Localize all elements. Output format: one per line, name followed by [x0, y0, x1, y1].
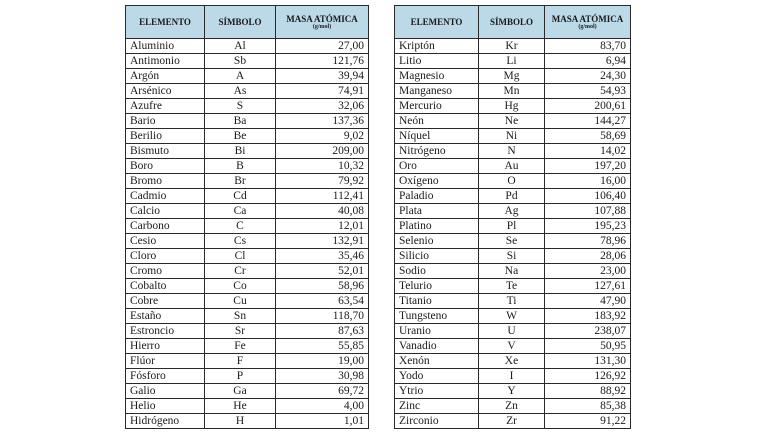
atomic-mass-cell: 238,07	[545, 324, 631, 339]
element-name-cell: Mercurio	[395, 99, 479, 114]
atomic-mass-cell: 47,90	[545, 294, 631, 309]
element-symbol-cell: Mn	[479, 84, 545, 99]
element-symbol-cell: O	[479, 174, 545, 189]
element-name-cell: Silicio	[395, 249, 479, 264]
element-name-cell: Azufre	[126, 99, 205, 114]
atomic-mass-cell: 16,00	[545, 174, 631, 189]
header-element: ELEMENTO	[395, 6, 479, 39]
element-symbol-cell: Be	[205, 129, 276, 144]
atomic-mass-cell: 24,30	[545, 69, 631, 84]
element-symbol-cell: Co	[205, 279, 276, 294]
atomic-mass-cell: 19,00	[276, 354, 369, 369]
table-row	[395, 234, 631, 249]
table-row	[126, 324, 369, 339]
element-symbol-cell: Ga	[205, 384, 276, 399]
element-symbol-cell: Cr	[205, 264, 276, 279]
element-symbol-cell: Br	[205, 174, 276, 189]
table-row	[395, 39, 631, 54]
atomic-mass-cell: 55,85	[276, 339, 369, 354]
element-name-cell: Sodio	[395, 264, 479, 279]
element-name-cell: Telurio	[395, 279, 479, 294]
atomic-mass-cell: 69,72	[276, 384, 369, 399]
atomic-mass-cell: 79,92	[276, 174, 369, 189]
table-row	[126, 234, 369, 249]
atomic-mass-cell: 127,61	[545, 279, 631, 294]
atomic-mass-cell: 107,88	[545, 204, 631, 219]
table-row	[395, 249, 631, 264]
table-row	[395, 384, 631, 399]
elements-table-left	[125, 5, 369, 429]
element-symbol-cell: Sn	[205, 309, 276, 324]
table-row	[126, 384, 369, 399]
table-row	[395, 144, 631, 159]
element-symbol-cell: Pd	[479, 189, 545, 204]
element-symbol-cell: A	[205, 69, 276, 84]
atomic-mass-cell: 58,96	[276, 279, 369, 294]
element-symbol-cell: Ca	[205, 204, 276, 219]
table-row	[395, 339, 631, 354]
atomic-mass-cell: 39,94	[276, 69, 369, 84]
table-row	[126, 264, 369, 279]
element-name-cell: Magnesio	[395, 69, 479, 84]
element-symbol-cell: Pl	[479, 219, 545, 234]
atomic-mass-cell: 1,01	[276, 414, 369, 429]
element-symbol-cell: Cu	[205, 294, 276, 309]
table-row	[395, 174, 631, 189]
table-row	[395, 294, 631, 309]
element-name-cell: Litio	[395, 54, 479, 69]
element-name-cell: Neón	[395, 114, 479, 129]
element-symbol-cell: Hg	[479, 99, 545, 114]
atomic-mass-cell: 35,46	[276, 249, 369, 264]
element-symbol-cell: Mg	[479, 69, 545, 84]
element-symbol-cell: Fe	[205, 339, 276, 354]
atomic-mass-cell: 121,76	[276, 54, 369, 69]
table-row	[395, 219, 631, 234]
element-symbol-cell: S	[205, 99, 276, 114]
atomic-mass-cell: 12,01	[276, 219, 369, 234]
element-name-cell: Níquel	[395, 129, 479, 144]
element-name-cell: Cobalto	[126, 279, 205, 294]
table-row	[395, 189, 631, 204]
element-symbol-cell: Li	[479, 54, 545, 69]
atomic-mass-cell: 200,61	[545, 99, 631, 114]
element-name-cell: Antimonio	[126, 54, 205, 69]
table-row	[126, 249, 369, 264]
element-symbol-cell: Kr	[479, 39, 545, 54]
element-symbol-cell: P	[205, 369, 276, 384]
atomic-mass-cell: 54,93	[545, 84, 631, 99]
element-name-cell: Bario	[126, 114, 205, 129]
table-row	[395, 279, 631, 294]
atomic-mass-cell: 9,02	[276, 129, 369, 144]
table-row	[126, 414, 369, 429]
atomic-mass-cell: 27,00	[276, 39, 369, 54]
element-name-cell: Uranio	[395, 324, 479, 339]
element-name-cell: Platino	[395, 219, 479, 234]
atomic-mass-cell: 50,95	[545, 339, 631, 354]
element-name-cell: Fósforo	[126, 369, 205, 384]
element-name-cell: Cesio	[126, 234, 205, 249]
element-symbol-cell: Cs	[205, 234, 276, 249]
atomic-mass-cell: 4,00	[276, 399, 369, 414]
element-name-cell: Vanadio	[395, 339, 479, 354]
table-row	[126, 84, 369, 99]
atomic-mass-cell: 78,96	[545, 234, 631, 249]
element-name-cell: Galio	[126, 384, 205, 399]
table-row	[126, 54, 369, 69]
table-row	[126, 174, 369, 189]
element-symbol-cell: Au	[479, 159, 545, 174]
table-row	[395, 99, 631, 114]
element-symbol-cell: Ti	[479, 294, 545, 309]
element-name-cell: Plata	[395, 204, 479, 219]
element-name-cell: Bromo	[126, 174, 205, 189]
element-name-cell: Cobre	[126, 294, 205, 309]
element-symbol-cell: Zr	[479, 414, 545, 429]
table-row	[126, 399, 369, 414]
atomic-mass-cell: 195,23	[545, 219, 631, 234]
table-row	[126, 294, 369, 309]
atomic-mass-cell: 144,27	[545, 114, 631, 129]
element-name-cell: Carbono	[126, 219, 205, 234]
table-row	[395, 399, 631, 414]
header-symbol: SÍMBOLO	[479, 6, 545, 39]
table-row	[126, 279, 369, 294]
table-row	[395, 114, 631, 129]
element-symbol-cell: F	[205, 354, 276, 369]
element-name-cell: Calcio	[126, 204, 205, 219]
table-row	[126, 219, 369, 234]
table-row	[395, 159, 631, 174]
element-symbol-cell: H	[205, 414, 276, 429]
element-name-cell: Argón	[126, 69, 205, 84]
element-name-cell: Paladio	[395, 189, 479, 204]
element-name-cell: Flúor	[126, 354, 205, 369]
element-name-cell: Aluminio	[126, 39, 205, 54]
atomic-mass-cell: 40,08	[276, 204, 369, 219]
element-name-cell: Xenón	[395, 354, 479, 369]
element-name-cell: Zinc	[395, 399, 479, 414]
element-name-cell: Yodo	[395, 369, 479, 384]
atomic-mass-cell: 74,91	[276, 84, 369, 99]
element-name-cell: Hierro	[126, 339, 205, 354]
element-name-cell: Arsénico	[126, 84, 205, 99]
element-name-cell: Titanio	[395, 294, 479, 309]
header-symbol: SÍMBOLO	[205, 6, 276, 39]
table-row	[126, 339, 369, 354]
atomic-mass-cell: 131,30	[545, 354, 631, 369]
element-name-cell: Boro	[126, 159, 205, 174]
element-symbol-cell: B	[205, 159, 276, 174]
table-row	[395, 324, 631, 339]
table-row	[395, 354, 631, 369]
element-name-cell: Manganeso	[395, 84, 479, 99]
element-symbol-cell: Ni	[479, 129, 545, 144]
element-name-cell: Helio	[126, 399, 205, 414]
table-row	[395, 414, 631, 429]
element-symbol-cell: W	[479, 309, 545, 324]
atomic-mass-cell: 30,98	[276, 369, 369, 384]
header-mass	[545, 6, 631, 39]
element-symbol-cell: Te	[479, 279, 545, 294]
table-row	[395, 309, 631, 324]
element-name-cell: Ytrio	[395, 384, 479, 399]
atomic-mass-cell: 91,22	[545, 414, 631, 429]
header-mass	[276, 6, 369, 39]
element-symbol-cell: N	[479, 144, 545, 159]
table-row	[126, 129, 369, 144]
element-name-cell: Selenio	[395, 234, 479, 249]
table-row	[395, 84, 631, 99]
table-row	[395, 54, 631, 69]
table-row	[126, 204, 369, 219]
table-header-row	[395, 6, 631, 39]
element-symbol-cell: Sr	[205, 324, 276, 339]
element-symbol-cell: Al	[205, 39, 276, 54]
element-symbol-cell: Sb	[205, 54, 276, 69]
element-name-cell: Cromo	[126, 264, 205, 279]
atomic-mass-cell: 132,91	[276, 234, 369, 249]
element-symbol-cell: Xe	[479, 354, 545, 369]
element-symbol-cell: Ne	[479, 114, 545, 129]
element-symbol-cell: C	[205, 219, 276, 234]
table-row	[126, 144, 369, 159]
element-symbol-cell: Se	[479, 234, 545, 249]
table-row	[395, 69, 631, 84]
atomic-mass-cell: 197,20	[545, 159, 631, 174]
element-name-cell: Kriptón	[395, 39, 479, 54]
elements-table-right	[394, 5, 631, 429]
table-row	[395, 369, 631, 384]
element-name-cell: Estroncio	[126, 324, 205, 339]
table-row	[126, 309, 369, 324]
atomic-mass-cell: 106,40	[545, 189, 631, 204]
atomic-mass-cell: 85,38	[545, 399, 631, 414]
header-mass-unit: (g/mol)	[312, 23, 332, 30]
header-mass-label: MASA ATÓMICA	[286, 13, 358, 24]
atomic-mass-cell: 58,69	[545, 129, 631, 144]
header-mass-unit: (g/mol)	[578, 23, 597, 30]
table-row	[126, 69, 369, 84]
element-symbol-cell: Si	[479, 249, 545, 264]
atomic-mass-cell: 137,36	[276, 114, 369, 129]
element-symbol-cell: Cl	[205, 249, 276, 264]
element-name-cell: Oro	[395, 159, 479, 174]
atomic-mass-cell: 10,32	[276, 159, 369, 174]
atomic-mass-cell: 28,06	[545, 249, 631, 264]
table-row	[126, 114, 369, 129]
table-row	[395, 204, 631, 219]
element-name-cell: Nitrógeno	[395, 144, 479, 159]
element-symbol-cell: Cd	[205, 189, 276, 204]
atomic-mass-cell: 63,54	[276, 294, 369, 309]
element-symbol-cell: As	[205, 84, 276, 99]
atomic-mass-cell: 23,00	[545, 264, 631, 279]
element-name-cell: Cloro	[126, 249, 205, 264]
table-row	[395, 129, 631, 144]
element-symbol-cell: Y	[479, 384, 545, 399]
header-mass-label: MASA ATÓMICA	[551, 13, 624, 24]
table-row	[126, 189, 369, 204]
atomic-mass-cell: 87,63	[276, 324, 369, 339]
atomic-mass-cell: 14,02	[545, 144, 631, 159]
element-name-cell: Hidrógeno	[126, 414, 205, 429]
element-name-cell: Bismuto	[126, 144, 205, 159]
table-row	[126, 159, 369, 174]
table-row	[126, 354, 369, 369]
element-symbol-cell: Bi	[205, 144, 276, 159]
element-name-cell: Cadmio	[126, 189, 205, 204]
atomic-mass-cell: 83,70	[545, 39, 631, 54]
element-symbol-cell: He	[205, 399, 276, 414]
atomic-mass-cell: 32,06	[276, 99, 369, 114]
header-element: ELEMENTO	[126, 6, 205, 39]
atomic-mass-cell: 183,92	[545, 309, 631, 324]
element-symbol-cell: Zn	[479, 399, 545, 414]
atomic-mass-cell: 209,00	[276, 144, 369, 159]
atomic-mass-cell: 126,92	[545, 369, 631, 384]
table-row	[126, 99, 369, 114]
element-name-cell: Tungsteno	[395, 309, 479, 324]
element-symbol-cell: V	[479, 339, 545, 354]
table-row	[126, 369, 369, 384]
element-name-cell: Berilio	[126, 129, 205, 144]
table-row	[126, 39, 369, 54]
table-row	[395, 264, 631, 279]
element-name-cell: Oxígeno	[395, 174, 479, 189]
element-name-cell: Estaño	[126, 309, 205, 324]
atomic-mass-cell: 112,41	[276, 189, 369, 204]
element-name-cell: Zirconio	[395, 414, 479, 429]
table-header-row	[126, 6, 369, 39]
atomic-mass-cell: 6,94	[545, 54, 631, 69]
element-symbol-cell: Ag	[479, 204, 545, 219]
atomic-mass-cell: 118,70	[276, 309, 369, 324]
element-symbol-cell: Na	[479, 264, 545, 279]
atomic-mass-cell: 52,01	[276, 264, 369, 279]
atomic-mass-cell: 88,92	[545, 384, 631, 399]
element-symbol-cell: I	[479, 369, 545, 384]
element-symbol-cell: Ba	[205, 114, 276, 129]
element-symbol-cell: U	[479, 324, 545, 339]
